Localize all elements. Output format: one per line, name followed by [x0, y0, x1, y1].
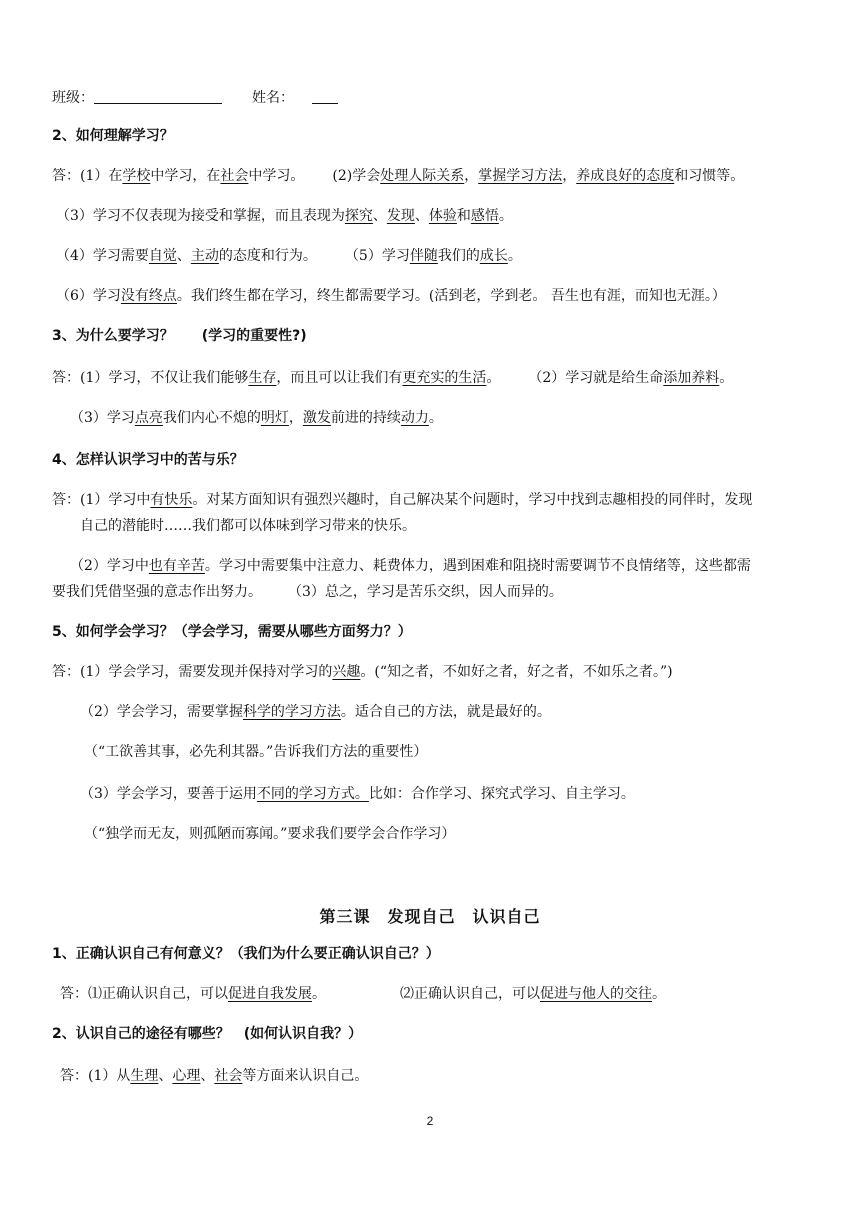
q4-heading: 4、怎样认识学习中的苦与乐？	[52, 452, 244, 468]
q5-answer-line-3: （“工欲善其事，必先利其器。”告诉我们方法的重要性）	[84, 744, 428, 760]
q2-heading: 2、如何理解学习？	[52, 128, 174, 144]
q4-answer-line-2: 自己的潜能时……我们都可以体味到学习带来的快乐。	[80, 518, 416, 534]
class-blank	[94, 89, 222, 104]
name-label: 姓名：	[252, 90, 294, 106]
q5-answer-line-2: （2）学会学习，需要掌握科学的学习方法。适合自己的方法，就是最好的。	[80, 704, 551, 720]
q3-answer-line-2: （3）学习点亮我们内心不熄的明灯，激发前进的持续动力。	[70, 410, 443, 426]
q3-heading: 3、为什么要学习？ (学习的重要性?)	[52, 328, 307, 344]
q2-answer-line-1: 答：(1）在学校中学习，在社会中学习。 (2)学会处理人际关系，掌握学习方法，养成良好的态度和习惯等。	[52, 168, 745, 184]
class-label: 班级：	[52, 90, 94, 106]
lesson3-q2-heading: 2、认识自己的途径有哪些？ (如何认识自我？）	[52, 1026, 363, 1042]
q3-answer-line-1: 答：(1）学习，不仅让我们能够生存，而且可以让我们有更充实的生活。 （2）学习就是给生命添加养料。	[52, 370, 734, 386]
lesson3-title: 第三课 发现自己 认识自己	[319, 907, 541, 926]
q5-answer-line-1: 答：(1）学会学习，需要发现并保持对学习的兴趣。(“知之者，不如好之者，好之者，不如乐之者。”)	[52, 664, 673, 680]
q2-answer-line-2: （3）学习不仅表现为接受和掌握，而且表现为探究、发现、体验和感悟。	[56, 208, 513, 224]
q5-answer-line-4: （3）学会学习，要善于运用不同的学习方式。比如：合作学习、探究式学习、自主学习。	[80, 786, 635, 802]
q4-answer-line-3: （2）学习中也有辛苦。学习中需要集中注意力、耗费体力，遇到困难和阻挠时需要调节不良情绪等，这些都需	[70, 558, 751, 574]
q4-answer-line-4: 要我们凭借坚强的意志作出努力。 （3）总之，学习是苦乐交织，因人而异的。	[52, 584, 563, 600]
lesson3-q2-answer: 答：(1）从生理、心理、社会等方面来认识自己。	[60, 1068, 369, 1084]
lesson3-q1-answer: 答：⑴正确认识自己，可以促进自我发展。 ⑵正确认识自己，可以促进与他人的交往。	[60, 986, 666, 1002]
q5-heading: 5、如何学会学习？（学会学习，需要从哪些方面努力？）	[52, 624, 412, 640]
page-number: 2	[426, 1114, 434, 1128]
q2-answer-line-3: （4）学习需要自觉、主动的态度和行为。 （5）学习伴随我们的成长。	[56, 248, 522, 264]
student-info-line	[52, 88, 338, 108]
q2-answer-line-4: （6）学习没有终点。我们终生都在学习，终生都需要学习。(活到老，学到老。 吾生也有涯，而知也无涯。）	[56, 288, 726, 304]
lesson3-q1-heading: 1、正确认识自己有何意义？（我们为什么要正确认识自己？）	[52, 946, 440, 962]
name-blank	[312, 89, 338, 104]
q4-answer-line-1: 答：(1）学习中有快乐。对某方面知识有强烈兴趣时，自己解决某个问题时，学习中找到志趣相投的同伴时，发现	[52, 492, 753, 508]
q5-answer-line-5: （“独学而无友，则孤陋而寡闻。”要求我们要学会合作学习）	[84, 826, 456, 842]
